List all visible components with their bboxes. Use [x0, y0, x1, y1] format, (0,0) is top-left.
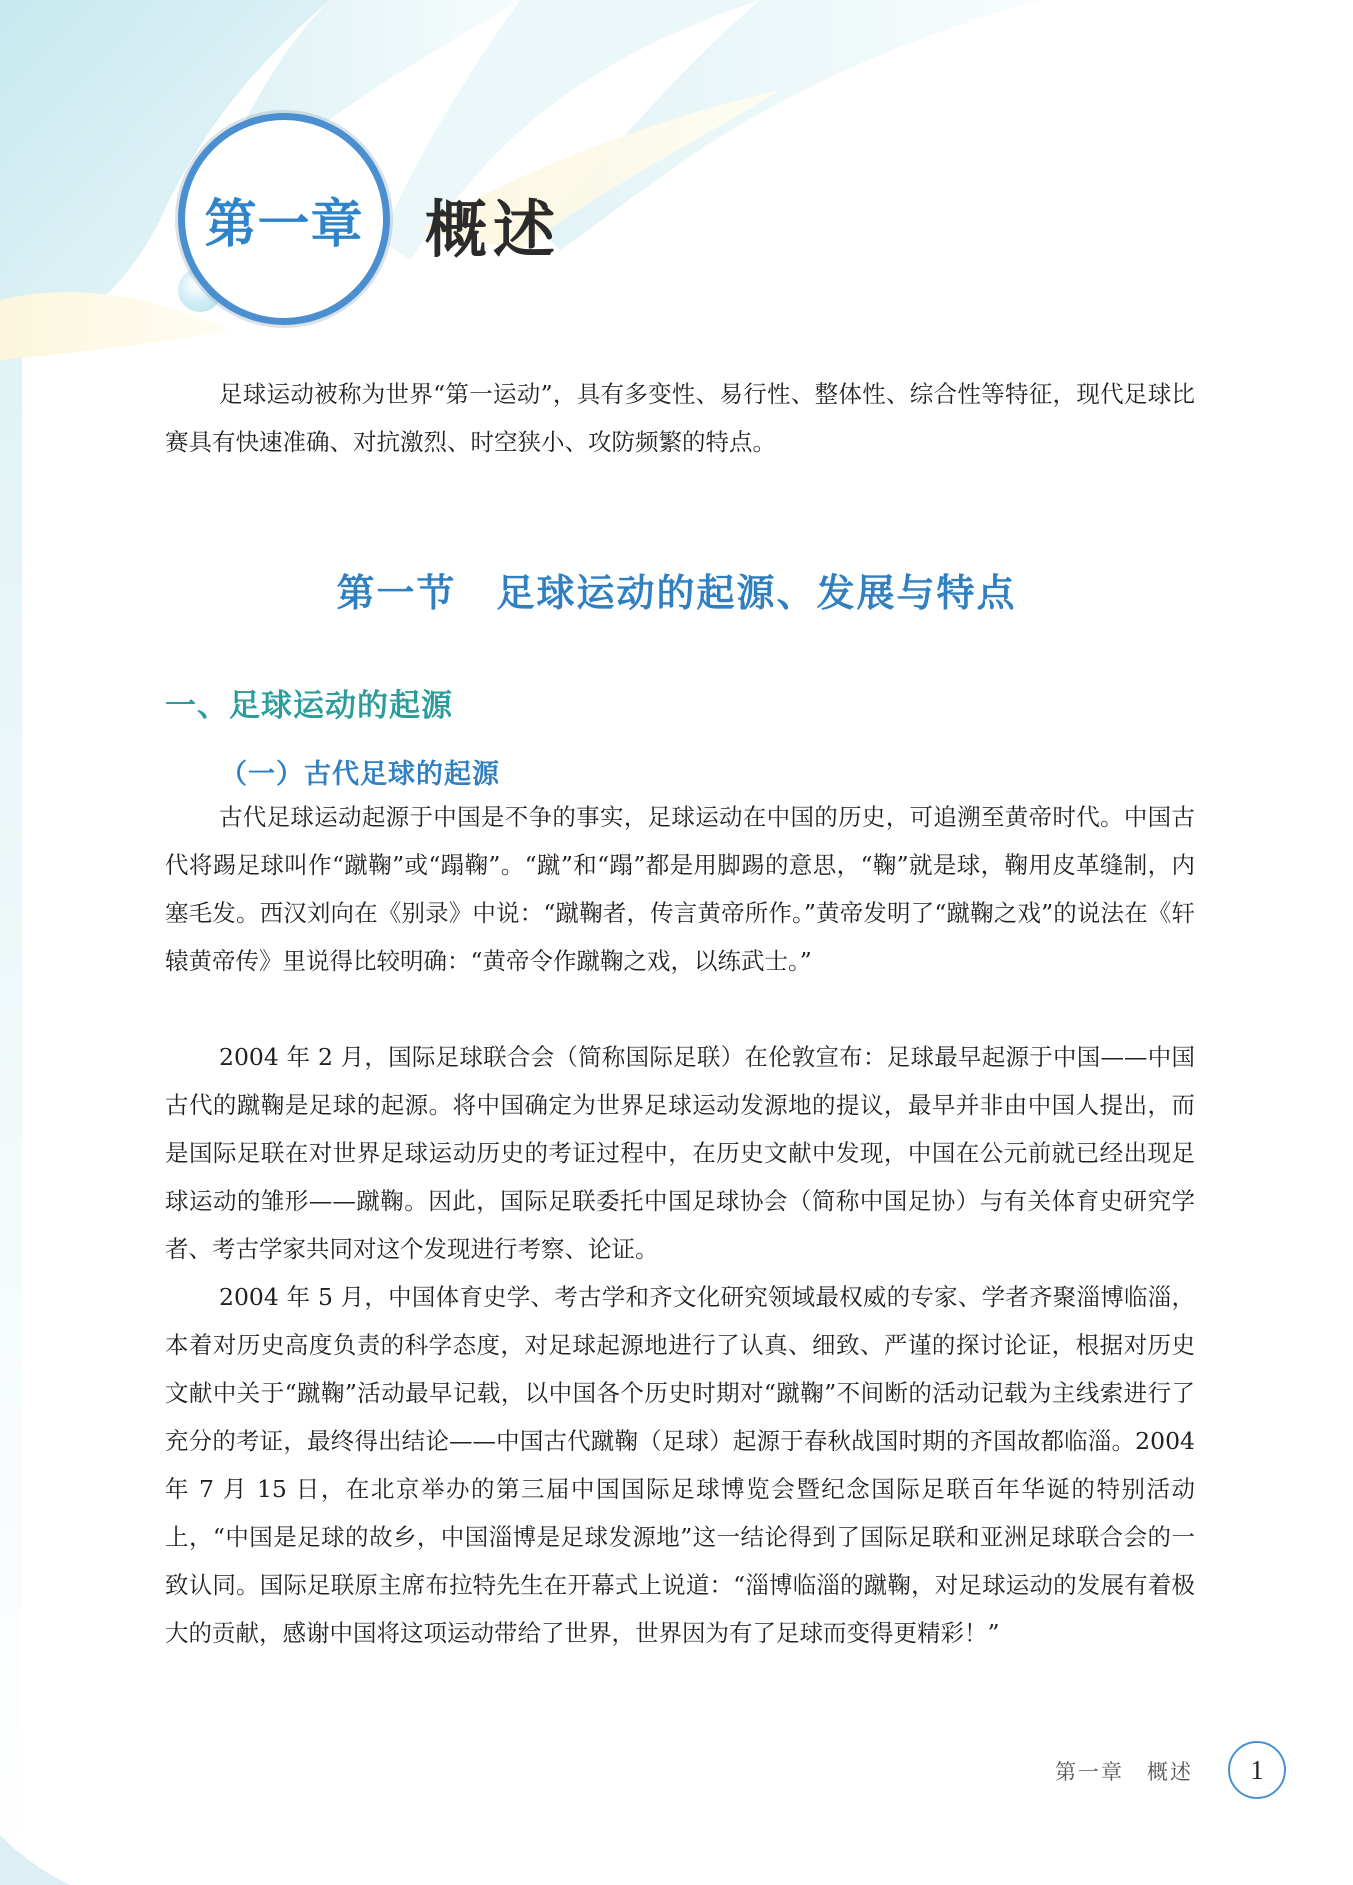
heading-level-2: （一）古代足球的起源: [220, 759, 500, 790]
body-paragraph-1: 古代足球运动起源于中国是不争的事实，足球运动在中国的历史，可追溯至黄帝时代。中国古代将踢足球叫作“蹴鞠”或“蹋鞠”。“蹴”和“蹋”都是用脚踢的意思，“鞠”就是球，鞠用皮革缝制，内塞毛发。西汉刘向在《别录》中说：“蹴鞠者，传言黄帝所作。”黄帝发明了“蹴鞠之戏”的说法在《轩辕黄帝传》里说得比较明确：“黄帝令作蹴鞠之戏，以练武士。”: [165, 803, 1195, 975]
chapter-badge: [178, 113, 390, 325]
page-number-badge: [1228, 1741, 1286, 1799]
body-paragraph-3: 2004 年 5 月，中国体育史学、考古学和齐文化研究领域最权威的专家、学者齐聚淄博临淄，本着对历史高度负责的科学态度，对足球起源地进行了认真、细致、严谨的探讨论证，根据对历史文献中关于“蹴鞠”活动最早记载，以中国各个历史时期对“蹴鞠”不间断的活动记载为主线索进行了充分的考证，最终得出结论——中国古代蹴鞠（足球）起源于春秋战国时期的齐国故都临淄。2004 年 7 月 15 日，在北京举办的第三届中国国际足球博览会暨纪念国际足联百年华诞的特别活动上，“中国是足球的故乡，中国淄博是足球发源地”这一结论得到了国际足联和亚洲足球联合会的一致认同。国际足联原主席布拉特先生在开幕式上说道：“淄博临淄的蹴鞠，对足球运动的发展有着极大的贡献，感谢中国将这项运动带给了世界，世界因为有了足球而变得更精彩！”: [165, 1283, 1195, 1647]
section-title: 第一节 足球运动的起源、发展与特点: [336, 571, 1017, 615]
corner-decoration: [0, 1835, 70, 1885]
footer-chapter-text: 第一章 概述: [1055, 1760, 1193, 1784]
body-paragraph-2: 2004 年 2 月，国际足球联合会（简称国际足联）在伦敦宣布：足球最早起源于中国——中国古代的蹴鞠是足球的起源。将中国确定为世界足球运动发源地的提议，最早并非由中国人提出，而是国际足联在对世界足球运动历史的考证过程中，在历史文献中发现，中国在公元前就已经出现足球运动的雏形——蹴鞠。因此，国际足联委托中国足球协会（简称中国足协）与有关体育史研究学者、考古学家共同对这个发现进行考察、论证。: [165, 1043, 1195, 1263]
chapter-label: 第一章: [204, 194, 364, 255]
page-number: 1: [1250, 1754, 1264, 1785]
intro-paragraph: 足球运动被称为世界“第一运动”，具有多变性、易行性、整体性、综合性等特征，现代足球比赛具有快速准确、对抗激烈、时空狭小、攻防频繁的特点。: [165, 380, 1195, 456]
chapter-title: 概述: [425, 193, 562, 266]
heading-level-1: 一、足球运动的起源: [165, 688, 453, 724]
